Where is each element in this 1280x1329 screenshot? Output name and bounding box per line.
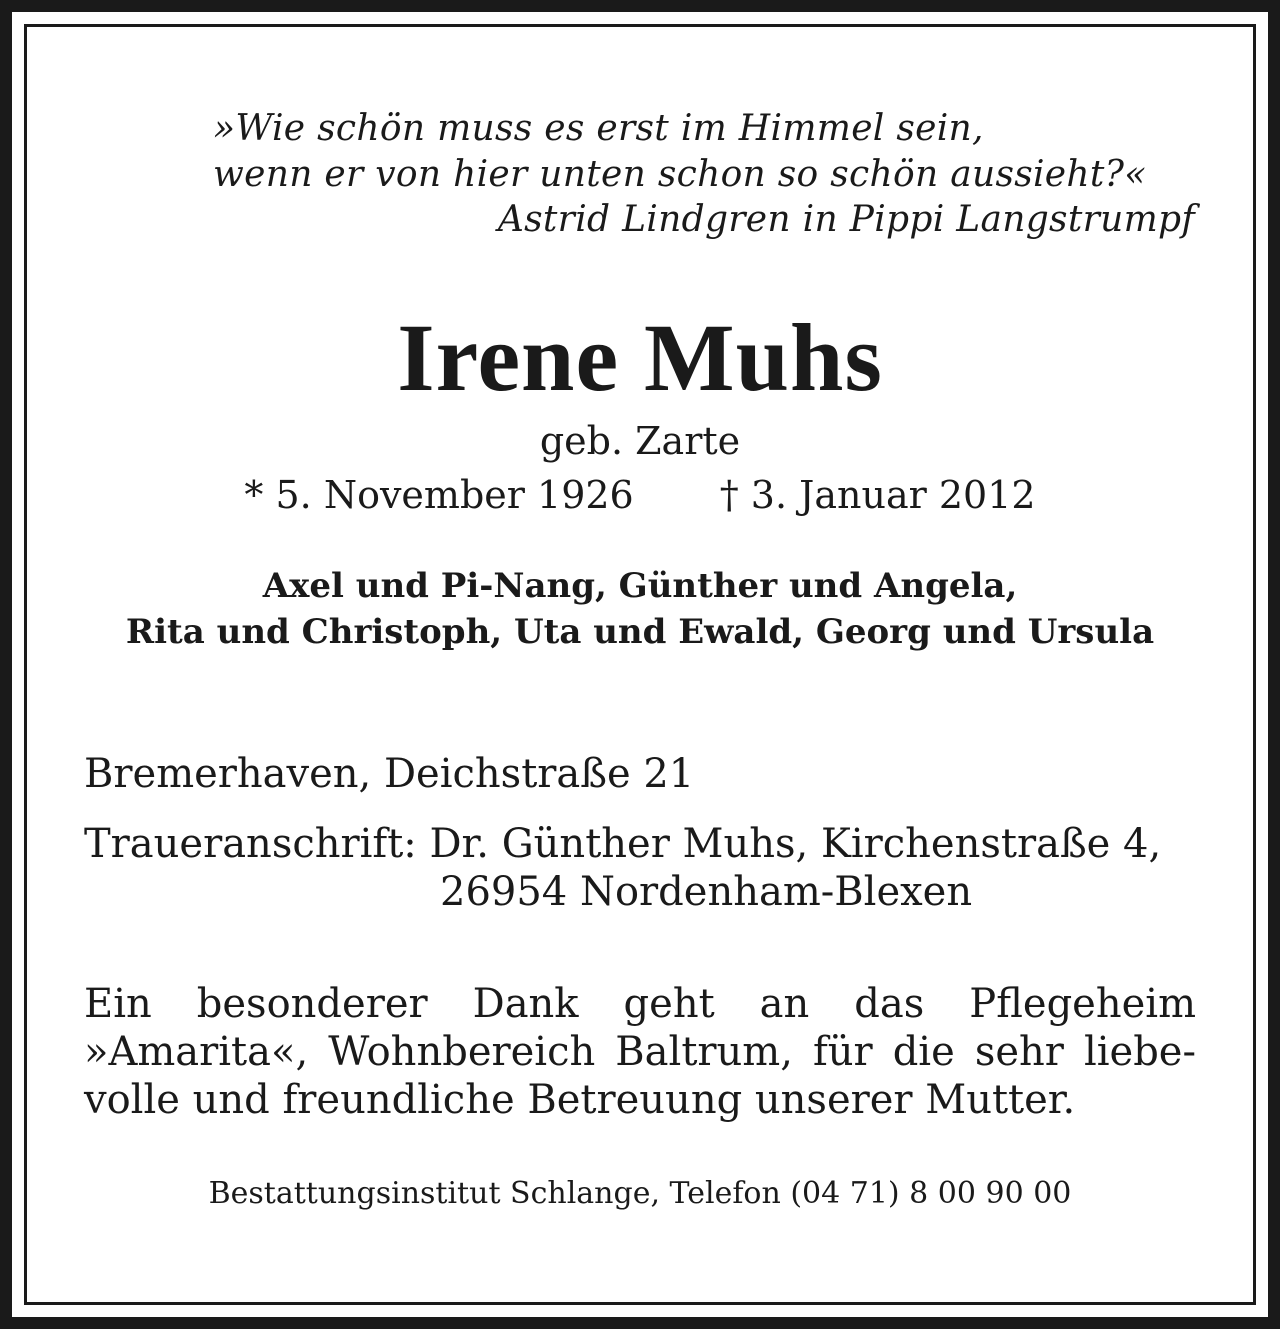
- birth-date: * 5. November 1926: [244, 473, 634, 517]
- thanks-line-3: volle und freundliche Betreuung unserer Mutter.: [84, 1077, 1076, 1123]
- quote-author: Astrid Lindgren in Pippi Langstrumpf: [497, 199, 1195, 240]
- mourning-address-line-2: 26954 Nordenham-Blexen: [440, 869, 973, 915]
- deceased-name: Irene Muhs: [397, 304, 883, 411]
- life-dates: [0, 472, 1280, 518]
- mourners-line-1: Axel und Pi-Nang, Günther und Angela,: [262, 566, 1018, 606]
- quote-line-2: wenn er von hier unten schon so schön aussieht?«: [213, 154, 1147, 195]
- undertaker-contact: Bestattungsinstitut Schlange, Telefon (04 71) 8 00 90 00: [208, 1176, 1072, 1211]
- mourning-address-line-1: Traueranschrift: Dr. Günther Muhs, Kirchenstraße 4,: [84, 821, 1162, 867]
- quote-line-1: »Wie schön muss es erst im Himmel sein,: [213, 108, 984, 149]
- death-date: † 3. Januar 2012: [719, 473, 1036, 517]
- birth-name: geb. Zarte: [539, 419, 741, 463]
- thanks-line-1: Ein besonderer Dank geht an das Pflegeheim: [84, 981, 1196, 1027]
- thanks-line-2: »Amarita«, Wohnbereich Baltrum, für die sehr liebe-: [84, 1029, 1196, 1075]
- mourners-line-2: Rita und Christoph, Uta und Ewald, Georg und Ursula: [125, 612, 1155, 652]
- residence-address: Bremerhaven, Deichstraße 21: [84, 751, 695, 797]
